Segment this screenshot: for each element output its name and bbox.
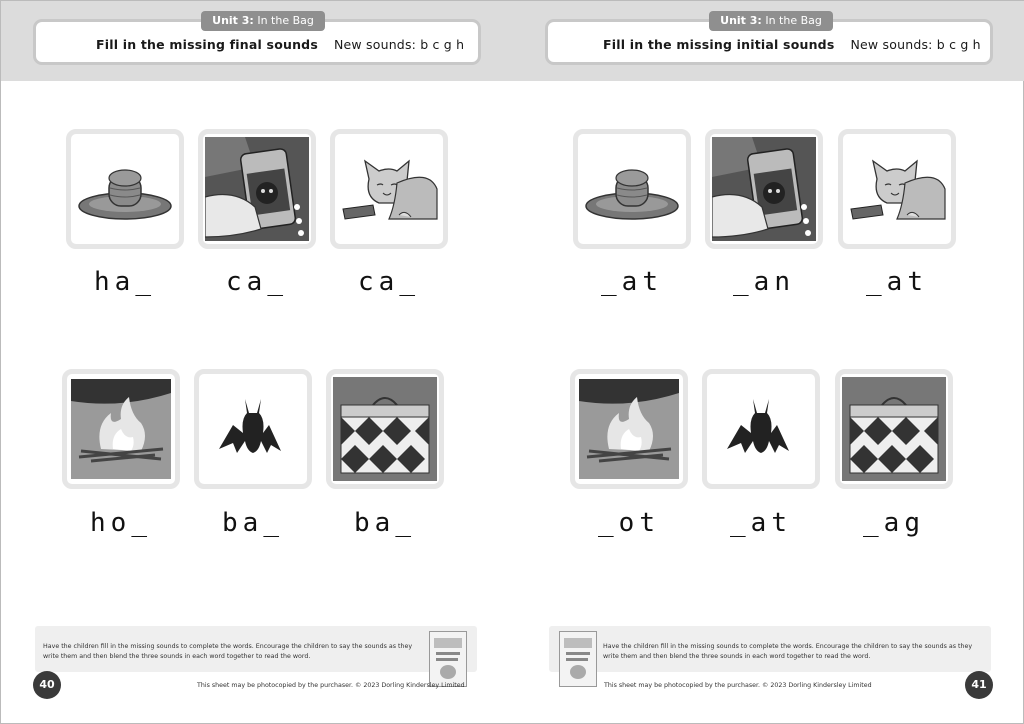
word-1: ha_ [94, 267, 156, 297]
hot-fire-icon [579, 379, 679, 479]
footer-copyright: This sheet may be photocopied by the purchaser. © 2023 Dorling Kindersley Limited [197, 682, 465, 689]
word-6: _ag [863, 508, 925, 538]
can-icon [205, 137, 309, 241]
cat-icon [847, 139, 947, 239]
book-cover-thumbnail [559, 631, 597, 687]
picture-card-can [198, 129, 316, 249]
word-4: ho_ [90, 508, 152, 538]
new-sounds: New sounds: b c g h [850, 36, 981, 52]
note-text: Have the children fill in the missing sounds to complete the words. Encourage the children to say the sounds as they write them and then blend the three sounds in each word together to read the word. [43, 643, 413, 660]
word-3: ca_ [358, 267, 420, 297]
hot-fire-icon [71, 379, 171, 479]
teacher-note [549, 626, 991, 672]
picture-card-hot [62, 369, 180, 489]
instruction-text: Fill in the missing initial sounds [603, 36, 835, 52]
footer-copyright: This sheet may be photocopied by the purchaser. © 2023 Dorling Kindersley Limited [604, 682, 872, 689]
unit-label: Unit 3: [212, 14, 254, 27]
unit-tab [201, 11, 325, 31]
picture-card-bat [702, 369, 820, 489]
new-sounds: New sounds: b c g h [333, 36, 465, 52]
bat-icon [203, 379, 303, 479]
word-2: ca_ [226, 267, 288, 297]
unit-tab [709, 11, 833, 31]
left-page [1, 1, 513, 724]
cat-icon [339, 139, 439, 239]
unit-title: In the Bag [257, 14, 314, 27]
word-6: ba_ [354, 508, 416, 538]
hat-icon [76, 140, 174, 238]
picture-card-cat [838, 129, 956, 249]
word-1: _at [601, 267, 663, 297]
word-5: ba_ [222, 508, 284, 538]
book-cover-thumbnail [429, 631, 467, 687]
unit-title: In the Bag [765, 14, 822, 27]
word-4: _ot [598, 508, 660, 538]
word-2: _an [733, 267, 795, 297]
word-5: _at [730, 508, 792, 538]
picture-card-bat [194, 369, 312, 489]
picture-card-can [705, 129, 823, 249]
note-text: Have the children fill in the missing sounds to complete the words. Encourage the children to say the sounds as they write them and then blend the three sounds in each word together to read the word. [603, 643, 973, 660]
picture-card-cat [330, 129, 448, 249]
unit-label: Unit 3: [720, 14, 762, 27]
picture-card-bag [326, 369, 444, 489]
picture-card-hot [570, 369, 688, 489]
page-number: 41 [965, 671, 993, 699]
picture-card-bag [835, 369, 953, 489]
can-icon [712, 137, 816, 241]
right-page [513, 1, 1024, 724]
teacher-note [35, 626, 477, 672]
word-3: _at [866, 267, 928, 297]
page-number: 40 [33, 671, 61, 699]
bag-icon [333, 377, 437, 481]
bag-icon [842, 377, 946, 481]
instruction-text: Fill in the missing final sounds [96, 36, 318, 52]
bat-icon [711, 379, 811, 479]
hat-icon [583, 140, 681, 238]
picture-card-hat [66, 129, 184, 249]
picture-card-hat [573, 129, 691, 249]
